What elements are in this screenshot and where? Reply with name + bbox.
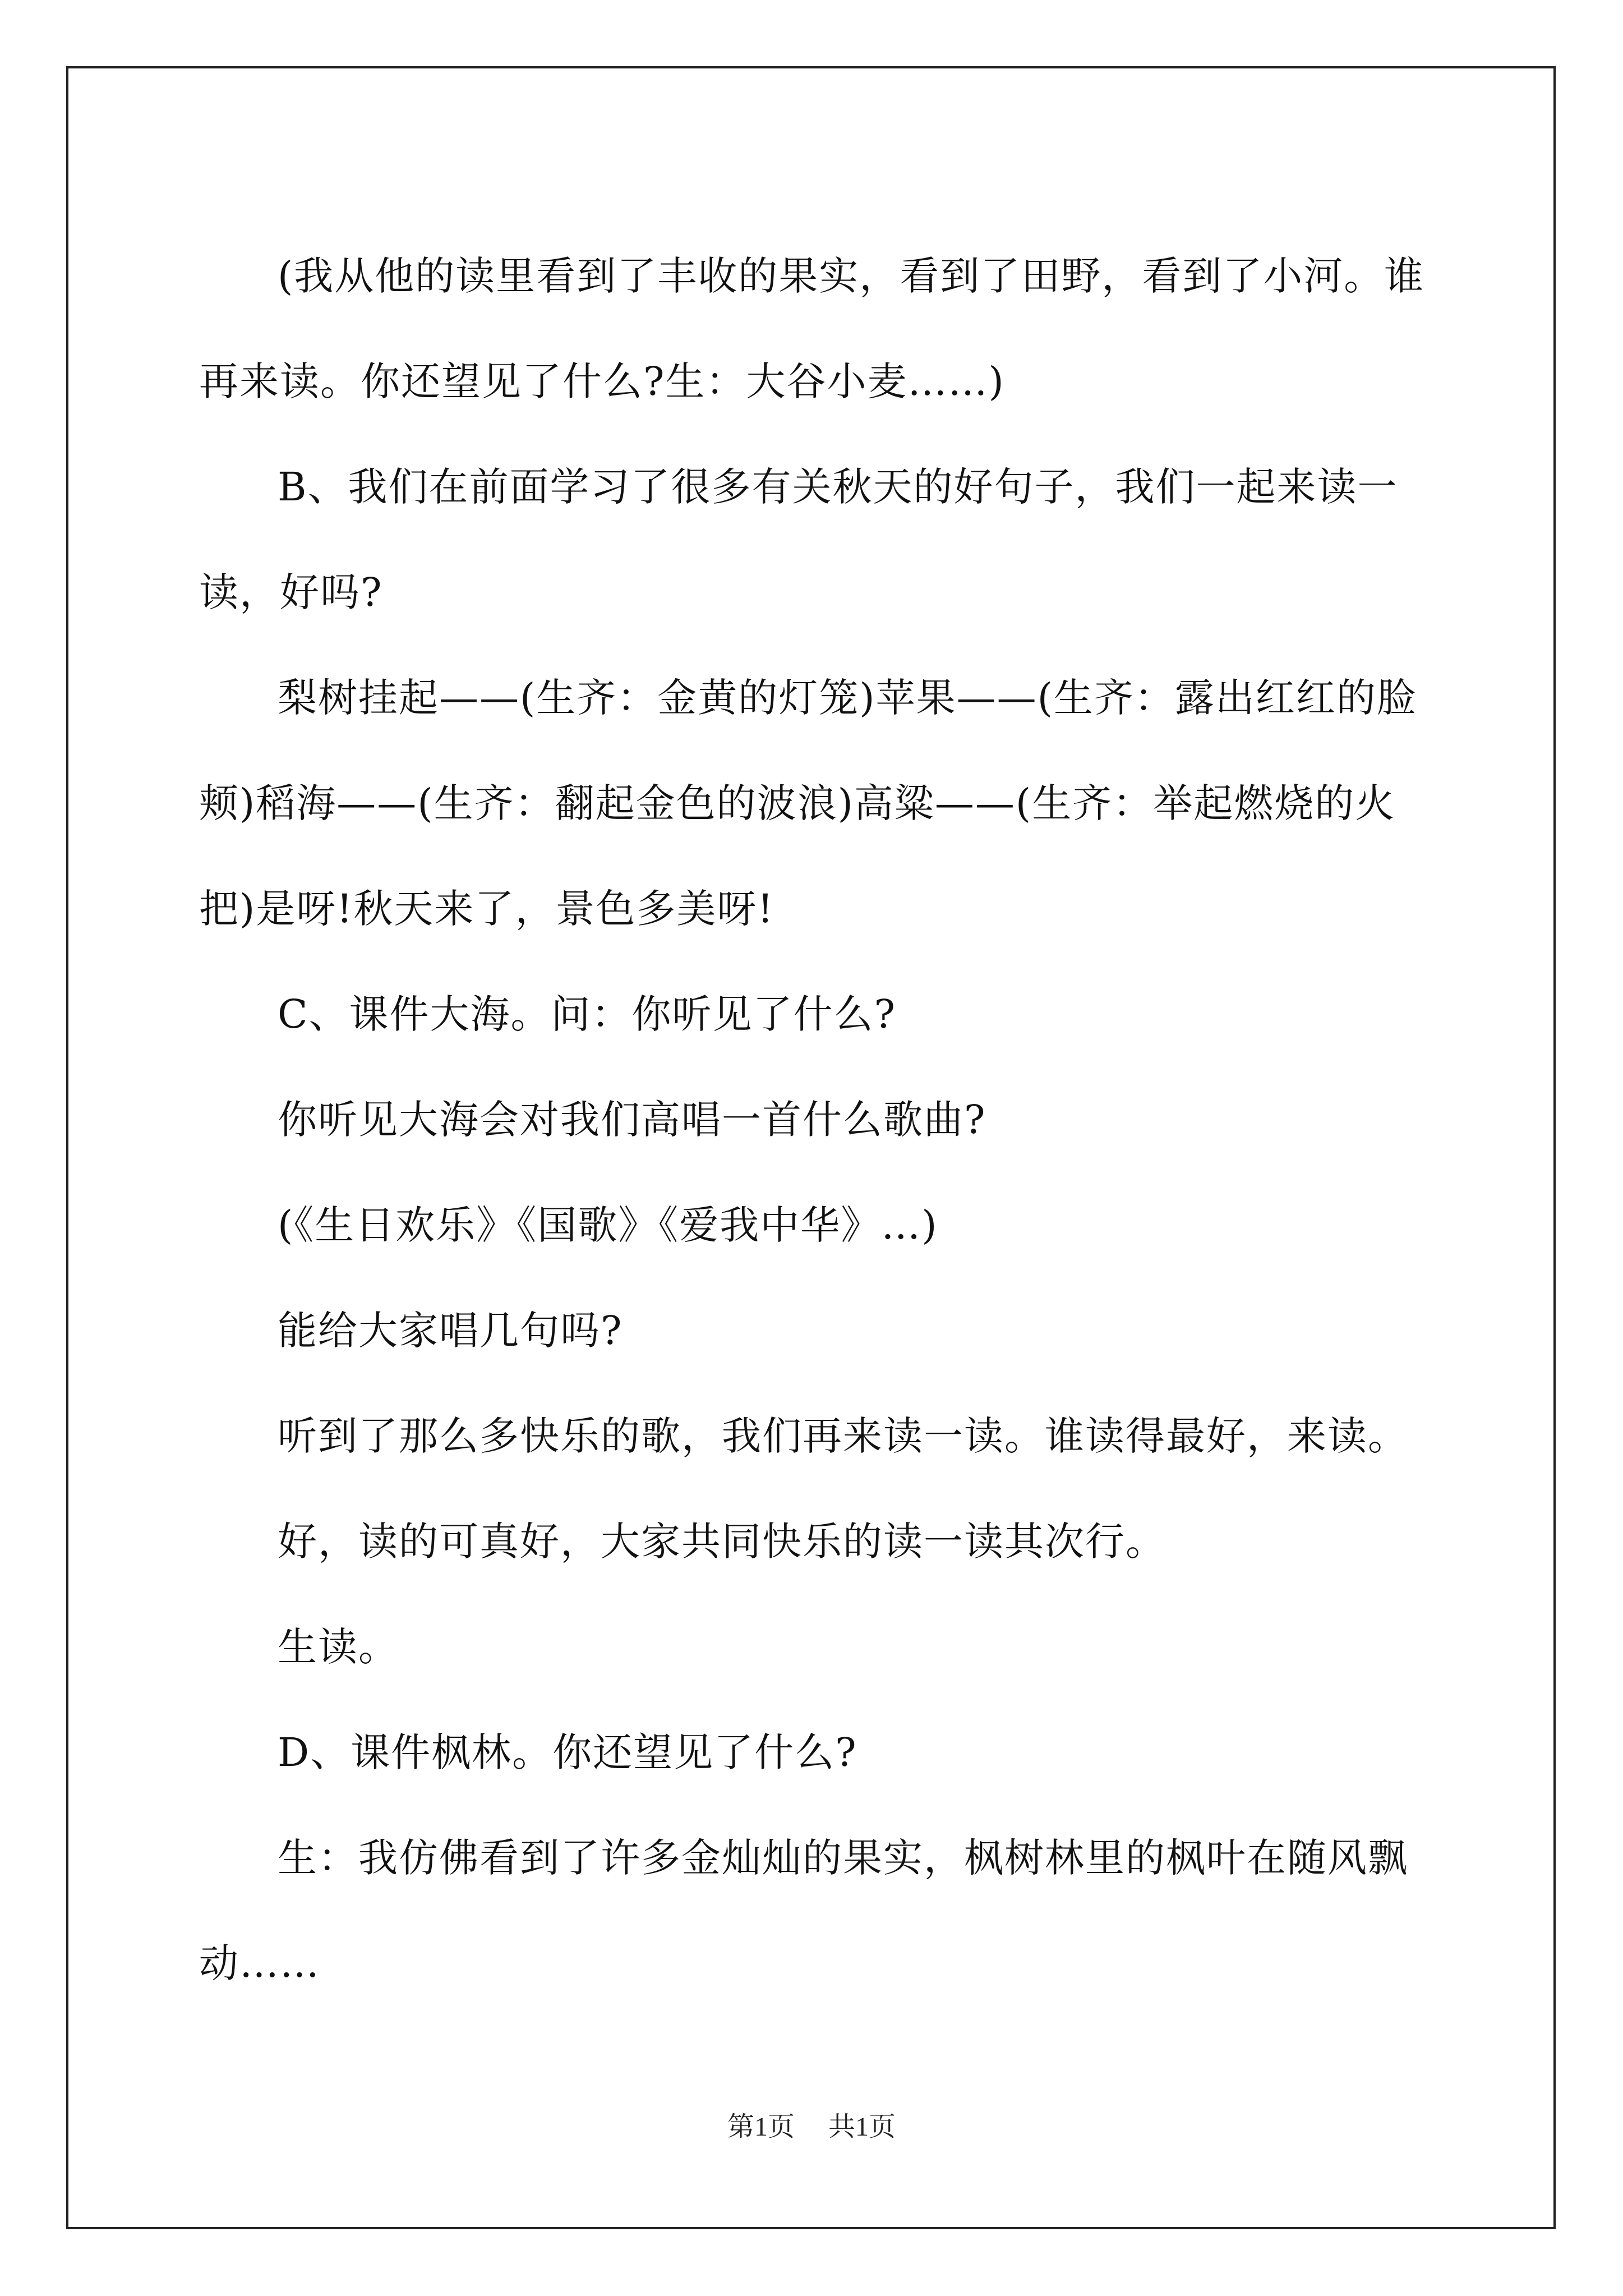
paragraph: 生：我仿佛看到了许多金灿灿的果实，枫树林里的枫叶在随风飘动……: [199, 1835, 1408, 1986]
paragraph: (《生日欢乐》《国歌》《爱我中华》…): [278, 1202, 938, 1248]
paragraph: 生读。: [278, 1624, 399, 1670]
document-body: [199, 223, 1433, 2016]
paragraph: 梨树挂起——(生齐：金黄的灯笼)苹果——(生齐：露出红红的脸颊)稻海——(生齐：翻起金色的波浪)高粱——(生齐：举起燃烧的火把)是呀!秋天来了，景色多美呀!: [199, 675, 1417, 932]
paragraph: C、课件大海。问：你听见了什么?: [278, 991, 897, 1037]
page-number-total: 共1页: [828, 2112, 896, 2142]
paragraph: 好，读的可真好，大家共同快乐的读一读其次行。: [278, 1519, 1166, 1565]
paragraph: 你听见大海会对我们高唱一首什么歌曲?: [278, 1097, 986, 1143]
paragraph: B、我们在前面学习了很多有关秋天的好句子，我们一起来读一读，好吗?: [199, 464, 1398, 615]
paragraph: D、课件枫林。你还望见了什么?: [278, 1729, 857, 1775]
paragraph: 听到了那么多快乐的歌，我们再来读一读。谁读得最好，来读。: [278, 1413, 1408, 1459]
paragraph: 能给大家唱几句吗?: [278, 1308, 623, 1354]
page-footer: [0, 2105, 1623, 2143]
paragraph: (我从他的读里看到了丰收的果实，看到了田野，看到了小河。谁再来读。你还望见了什么?生：大谷小麦……): [199, 253, 1425, 404]
page-number-current: 第1页: [727, 2112, 795, 2142]
